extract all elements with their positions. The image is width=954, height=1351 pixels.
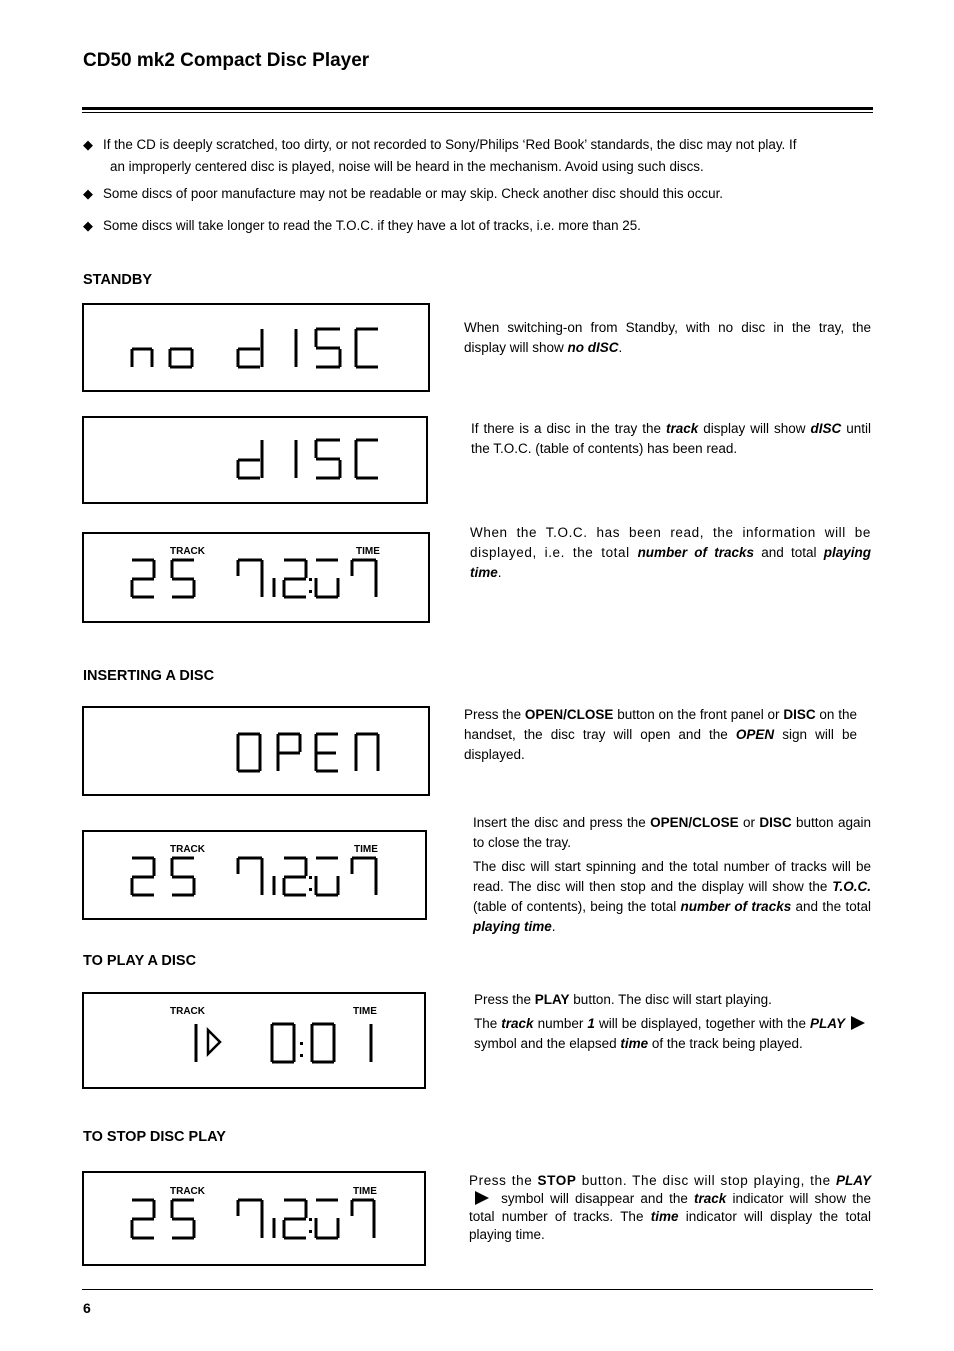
diamond-bullet-icon: ◆: [83, 137, 93, 152]
text: button. The disc will stop playing, the: [576, 1173, 836, 1188]
text-em: T.O.C.: [832, 879, 871, 894]
heading-stop: TO STOP DISC PLAY: [83, 1129, 226, 1145]
text: symbol will disappear and the: [495, 1191, 695, 1206]
text: (table of contents), being the total: [473, 899, 681, 914]
bullet-poor-manufacture: [83, 183, 873, 205]
text: If there is a disc in the tray the: [471, 421, 666, 436]
text-em: 1: [587, 1016, 595, 1031]
lcd-no-disc: [82, 303, 430, 392]
heading-play: TO PLAY A DISC: [83, 953, 197, 969]
text: or: [738, 815, 760, 830]
text-em: track: [694, 1191, 727, 1206]
text-strong: PLAY: [534, 992, 570, 1007]
play-icon: [208, 1030, 220, 1054]
lcd-open-segments: [84, 708, 432, 798]
diamond-bullet-icon: ◆: [83, 218, 93, 233]
time-label: TIME: [353, 1186, 377, 1197]
page-number: 6: [83, 1300, 91, 1316]
heading-inserting: INSERTING A DISC: [83, 668, 215, 684]
lcd-stop-segments: [84, 1173, 428, 1268]
lcd-play-segments: [84, 994, 428, 1091]
text: button. The disc will start playing.: [569, 992, 772, 1007]
header-rule: [82, 107, 873, 110]
text: The: [474, 1016, 502, 1031]
bullet-text: If the CD is deeply scratched, too dirty, or not recorded to Sony/Philips ‘Red Book’ standards, the disc may not play. If: [103, 137, 797, 152]
lcd-play: [82, 992, 426, 1089]
bullet-text: Some discs will take longer to read the T.O.C. if they have a lot of tracks, i.e. more than 25.: [103, 218, 641, 233]
track-label: TRACK: [170, 844, 205, 855]
text: Press the: [464, 707, 525, 722]
text: will be displayed, together with the: [594, 1016, 810, 1031]
text: indicator will display the total playing time.: [469, 1209, 871, 1242]
text: until the T.O.C. (table of contents) has been read.: [471, 421, 871, 456]
text-strong: DISC: [783, 707, 816, 722]
text: .: [551, 919, 556, 934]
text: .: [497, 565, 502, 580]
text: Press the: [469, 1173, 538, 1188]
play-icon: [475, 1191, 489, 1205]
text: .: [618, 340, 623, 355]
text-em: track: [665, 421, 699, 436]
text: When the T.O.C. has been read, the information will be displayed, i.e. the total: [470, 525, 871, 560]
text: on the handset, the disc tray will open and the: [464, 707, 857, 742]
text: and the total: [791, 899, 871, 914]
lcd-open: [82, 706, 430, 796]
text-em: time: [620, 1036, 649, 1051]
bullet-scratched: [83, 134, 873, 178]
text-em: playing time: [470, 545, 871, 580]
text: When switching-on from Standby, with no disc in the tray, the display will show: [464, 320, 871, 355]
lcd-toc-2: [82, 830, 427, 920]
text: The disc will start spinning and the total number of tracks will be read. The disc will then stop and the display will show the: [473, 859, 871, 894]
text: indicator will show the total number of tracks. The: [469, 1191, 871, 1224]
text: button on the front panel or: [613, 707, 784, 722]
lcd-toc-segments: [84, 534, 432, 625]
track-label: TRACK: [170, 1006, 205, 1017]
para-stop: [469, 1172, 871, 1244]
text: and total: [754, 545, 824, 560]
text-strong: OPEN/CLOSE: [650, 815, 739, 830]
text: display will show: [698, 421, 811, 436]
page-title: CD50 mk2 Compact Disc Player: [83, 50, 370, 71]
time-label: TIME: [354, 844, 378, 855]
text: number: [533, 1016, 588, 1031]
diamond-bullet-icon: ◆: [83, 186, 93, 201]
lcd-disc: [82, 416, 428, 504]
time-label: TIME: [356, 546, 380, 557]
para-no-disc: [464, 318, 871, 358]
text-em: OPEN: [735, 727, 775, 742]
text-strong: DISC: [759, 815, 792, 830]
text-strong: OPEN/CLOSE: [524, 707, 614, 722]
text-em: number of tracks: [680, 899, 792, 914]
bullet-text-cont: an improperly centered disc is played, noise will be heard in the mechanism. Avoid using such discs.: [110, 159, 704, 174]
para-play: [474, 990, 871, 1058]
play-icon: [851, 1016, 865, 1030]
text: Press the: [474, 992, 535, 1007]
text: button again to close the tray.: [473, 815, 871, 850]
text: Insert the disc and press the: [473, 815, 651, 830]
lcd-stop: [82, 1171, 426, 1266]
track-label: TRACK: [170, 546, 205, 557]
bullet-toc-time: [83, 215, 873, 237]
para-toc: [470, 523, 871, 583]
text-em: PLAY: [809, 1016, 845, 1031]
lcd-disc-segments: [84, 418, 430, 506]
text-em: playing time: [473, 919, 552, 934]
text-em: no dISC: [567, 340, 619, 355]
para-disc: [471, 419, 871, 459]
text-em: time: [650, 1209, 679, 1224]
text-em: number of tracks: [637, 545, 755, 560]
track-label: TRACK: [170, 1186, 205, 1197]
text-em: track: [501, 1016, 534, 1031]
header-rule-thin: [82, 112, 873, 113]
footer-rule: [82, 1289, 873, 1290]
text: symbol and the elapsed: [474, 1036, 621, 1051]
time-label: TIME: [353, 1006, 377, 1017]
heading-standby: STANDBY: [83, 272, 153, 288]
text: of the track being played.: [648, 1036, 803, 1051]
lcd-no-disc-segments: [84, 305, 432, 394]
para-open: [464, 705, 857, 765]
text: sign will be displayed.: [464, 727, 858, 762]
text-strong: STOP: [537, 1173, 577, 1188]
para-insert: [473, 813, 871, 941]
bullet-text: Some discs of poor manufacture may not be readable or may skip. Check another disc should this occur.: [103, 186, 724, 201]
lcd-toc-2-segments: [84, 832, 429, 922]
text-em: dISC: [810, 421, 842, 436]
text-em: PLAY: [835, 1173, 871, 1188]
lcd-toc: [82, 532, 430, 623]
